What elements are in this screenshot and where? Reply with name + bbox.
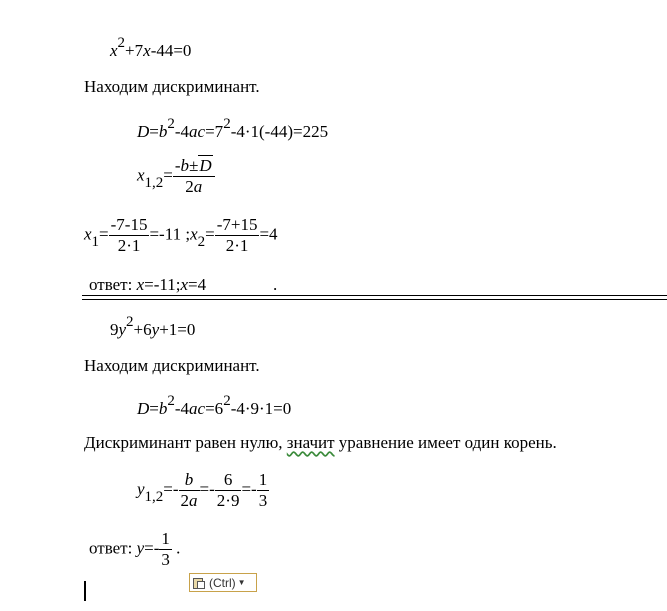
- discriminant-formula-2: D=b2-4ac=62-4·9·1=0: [137, 393, 292, 418]
- spellcheck-underlined-word: значит: [286, 433, 335, 452]
- find-discriminant-text-1: Находим дискриминант.: [84, 77, 260, 96]
- answer-1-period: .: [273, 275, 278, 294]
- roots-formula-1: x1,2= $\frac{-b\pm D}{2a}$: [137, 157, 215, 196]
- root-fraction-b: $\frac{b}{2a}$: [180, 470, 198, 510]
- chevron-down-icon: ▼: [237, 578, 246, 587]
- roots-fraction: $\frac{-b\pm D}{2a}$: [173, 157, 215, 196]
- root-fraction-6: $\frac{6}{2\cdot 9}$: [216, 470, 240, 510]
- root-fraction-1-3: $\frac{1}{3}$: [258, 470, 268, 510]
- equation-2: 9y2+6y+1=0: [110, 314, 196, 339]
- zero-discriminant-note: Дискриминант равен нулю, значит уравнение имеет один корень.: [84, 433, 557, 452]
- discriminant-formula-1: D=b2-4ac=72-4·1(-44)=225: [137, 116, 329, 141]
- separator-line-top: [82, 295, 667, 296]
- separator-line-bottom: [82, 299, 667, 300]
- roots-values-1: x1= $\frac{-7-15}{2\cdot 1}$ =-11 ;x2= $\frac{-7+15}{2\cdot 1}$ =4: [84, 215, 278, 255]
- find-discriminant-text-2: Находим дискриминант.: [84, 356, 260, 375]
- clipboard-icon: [193, 576, 205, 589]
- equation-1: x2+7x-44=0: [110, 35, 192, 60]
- text-cursor[interactable]: [84, 581, 86, 601]
- answer-fraction: $\frac{1}{3}$: [161, 529, 170, 569]
- paste-options-label: (Ctrl): [209, 575, 236, 590]
- paste-options-button[interactable]: [189, 573, 257, 592]
- root-formula-2: y1,2=- $\frac{b}{2a}$ =- $\frac{6}{2\cdot 9}$ =- $\frac{1}{3}$: [137, 470, 268, 510]
- answer-2: ответ: y=- $\frac{1}{3}$ .: [89, 529, 181, 569]
- answer-1: ответ: x=-11;x=4: [89, 275, 207, 294]
- root2-fraction: $\frac{-7+15}{2\cdot 1}$: [216, 215, 258, 255]
- root1-fraction: $\frac{-7-15}{2\cdot 1}$: [110, 215, 148, 255]
